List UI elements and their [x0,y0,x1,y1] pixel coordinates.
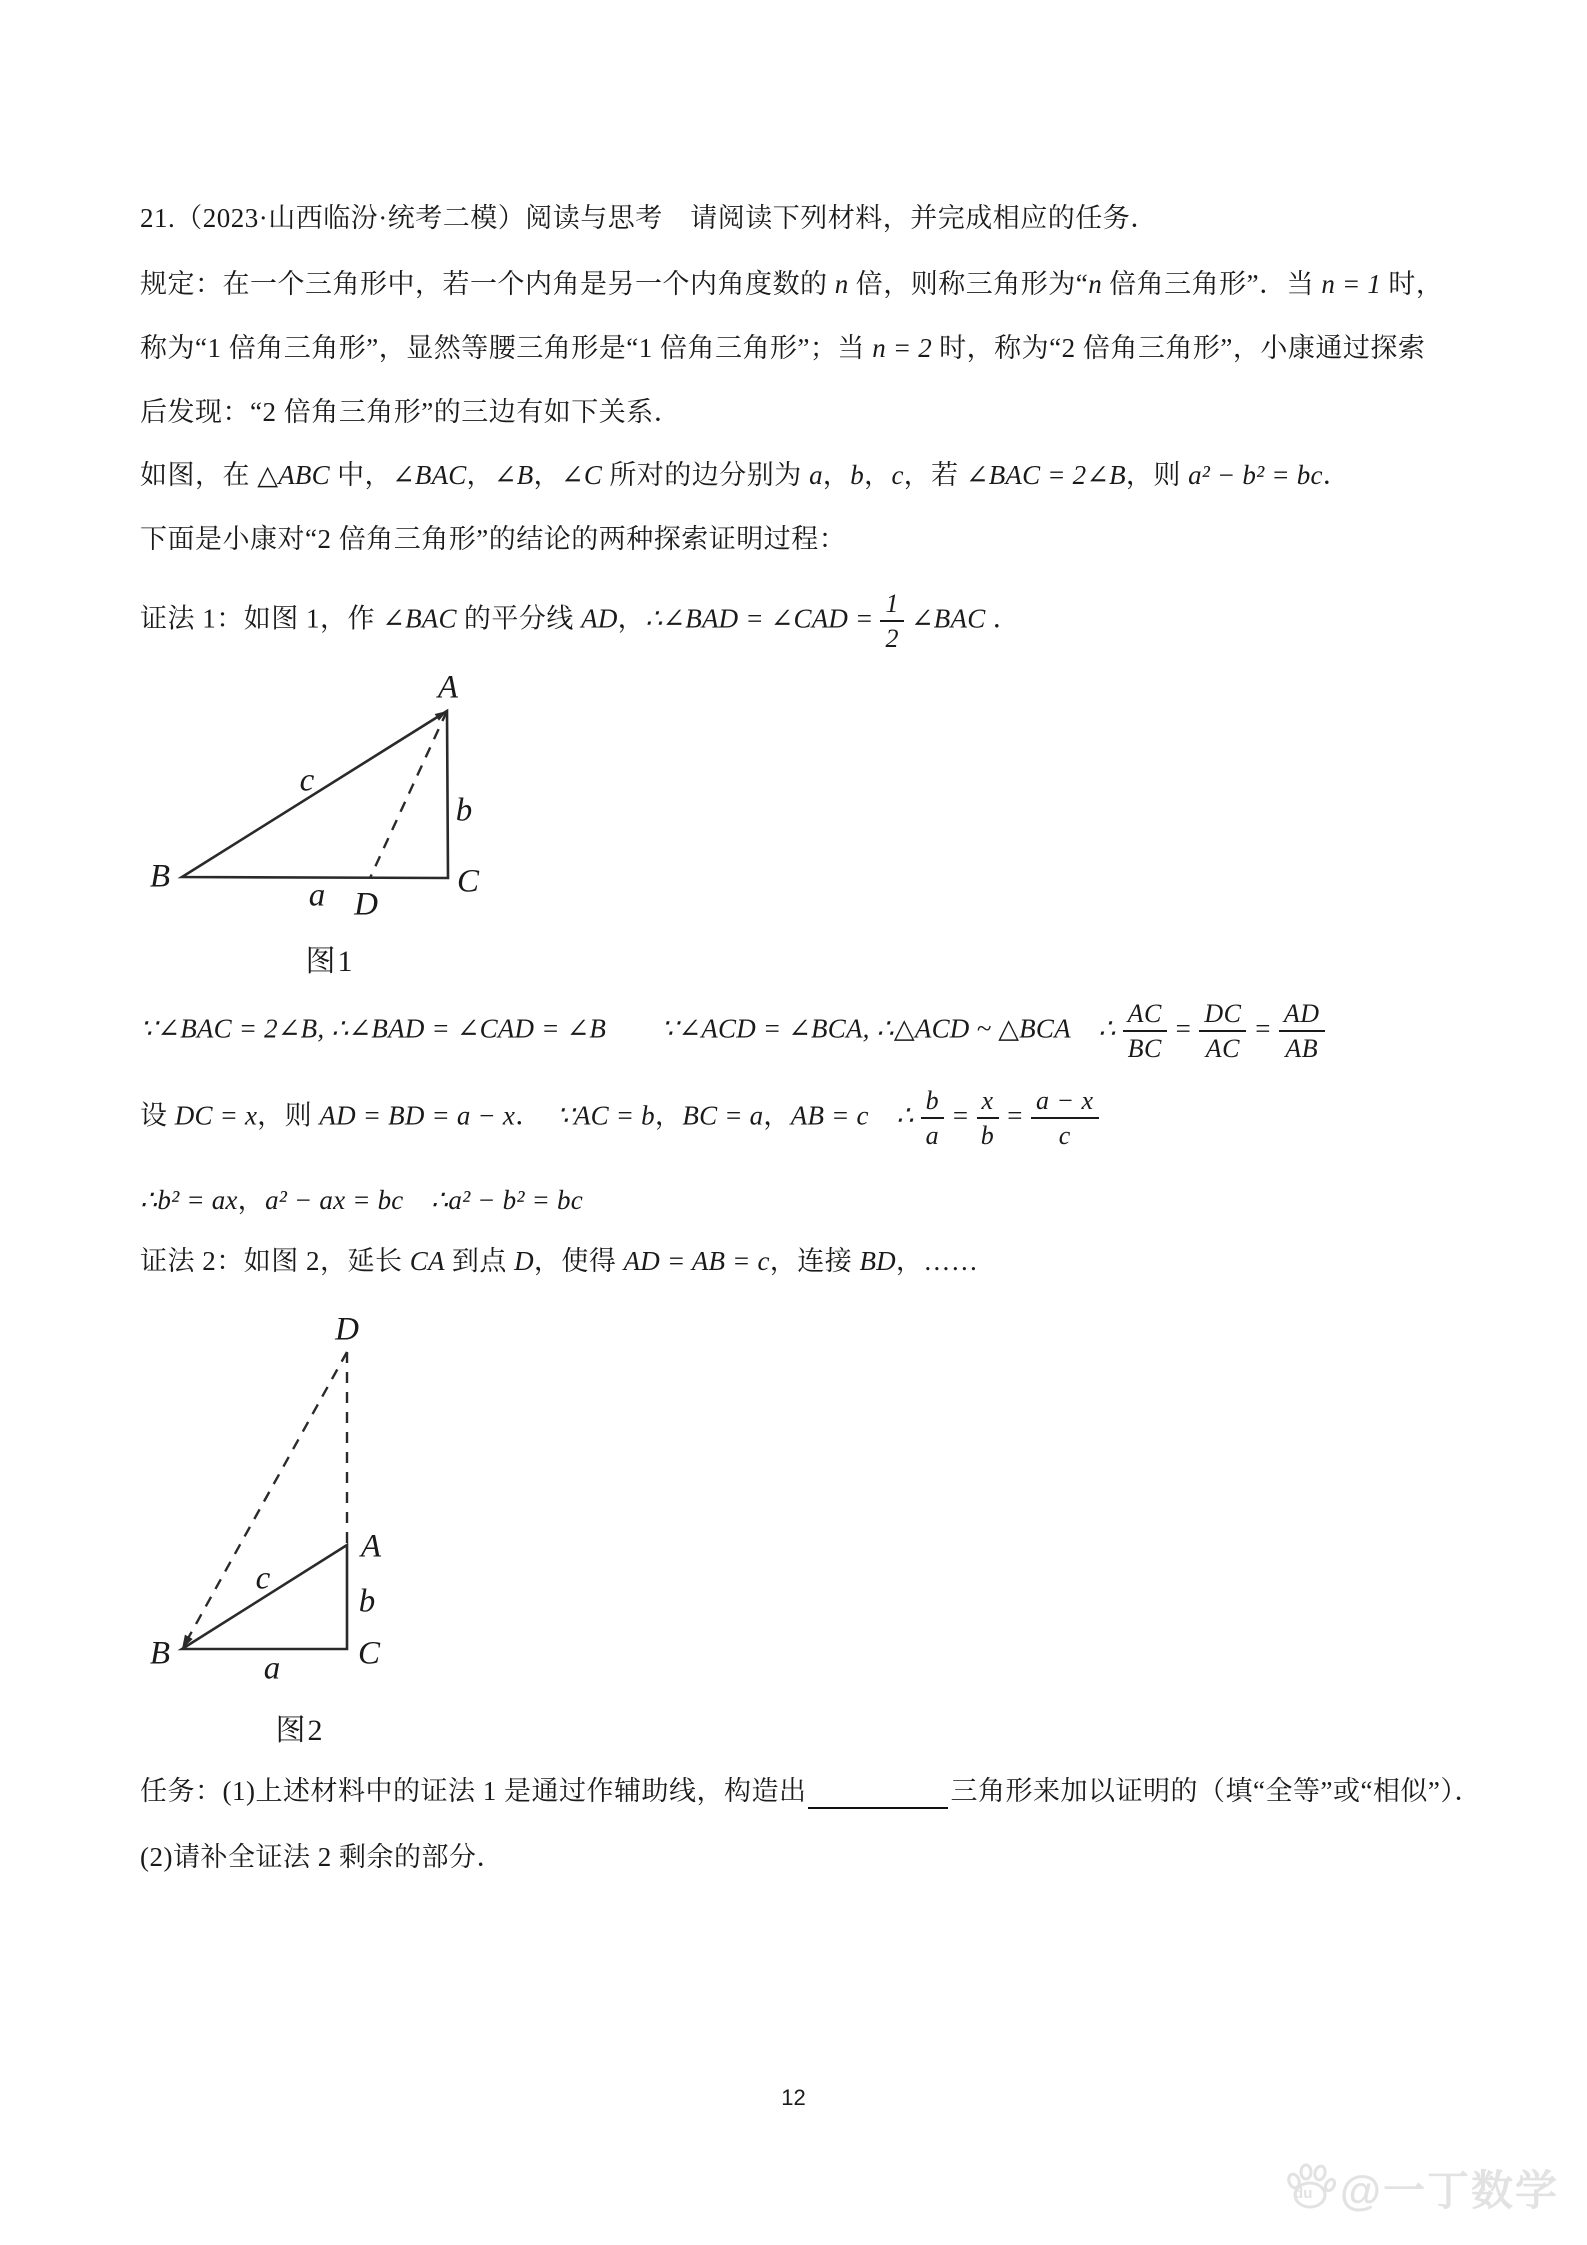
fraction: $\frac{AC}{BC}$ [1123,1000,1167,1063]
problem-heading: 21.（2023·山西临汾·统考二模）阅读与思考 请阅读下列材料，并完成相应的任务． [140,203,1158,233]
proof-intro: 下面是小康对“2 倍角三角形”的结论的两种探索证明过程： [140,524,847,554]
figure-2-caption: 图2 [275,1714,325,1747]
figure-2 [140,1312,540,1752]
side-label-a: a [308,877,326,914]
problem-definition-2: 称为“1 倍角三角形”，显然等腰三角形是“1 倍角三角形”；当 n = 2 时，称为“2 倍角三角形”，小康通过探索 [140,333,1426,363]
side-label-b: b [455,792,473,829]
vertex-label-c: C [456,863,480,900]
side-label-c: c [299,762,315,799]
watermark [1284,2158,1559,2218]
side-label-c: c [255,1560,271,1597]
fill-in-blank-underline [808,1776,948,1809]
vertex-label-a: A [437,669,459,706]
problem-definition-3: 后发现：“2 倍角三角形”的三边有如下关系． [140,397,682,427]
triangle-abc-outline [182,711,448,878]
fraction: $\frac{DC}{AC}$ [1199,1000,1246,1063]
vertex-label-b: B [149,1635,171,1672]
task-1: 任务：(1)上述材料中的证法 1 是通过作辅助线，构造出 三角形来加以证明的（填“全等”或“相似”）． [140,1773,1482,1809]
fraction: $\frac{1}{2}$ [880,590,904,653]
task-2: (2)请补全证法 2 剩余的部分． [140,1842,504,1872]
fraction: $\frac{AD}{AB}$ [1279,1000,1325,1063]
watermark-text: @一丁数学 [1340,2167,1559,2214]
figure-2-drawing [140,1312,540,1682]
fraction: $\frac{x}{b}$ [977,1087,999,1150]
vertex-label-d: D [335,1311,359,1348]
segment-db-dashed [186,1352,347,1642]
figure-1 [140,668,660,1008]
proof1-step-3: ∴b² = ax，a² − ax = bc ∴a² − b² = bc [140,1185,583,1215]
side-label-a: a [263,1650,281,1687]
figure-1-caption: 图1 [305,945,355,978]
vertex-label-d: D [354,886,378,923]
proof2-setup: 证法 2：如图 2，延长 CA 到点 D，使得 AD = AB = c，连接 BD，…… [140,1246,979,1276]
paw-label: du [1294,2185,1313,2202]
page-number: 12 [781,2085,806,2110]
vertex-label-a: A [360,1528,382,1565]
side-label-b: b [358,1583,376,1620]
vertex-label-b: B [149,858,171,895]
vertex-label-c: C [357,1635,381,1672]
problem-definition-1: 规定：在一个三角形中，若一个内角是另一个内角度数的 n 倍，则称三角形为“n 倍角三角形”．当 n = 1 时， [140,269,1444,299]
figure-1-drawing [140,668,660,998]
problem-statement: 如图，在 △ABC 中，∠BAC，∠B，∠C 所对的边分别为 a，b，c，若 ∠BAC = 2∠B，则 a² − b² = bc． [140,460,1351,490]
fraction: $\frac{a - x}{c}$ [1031,1087,1099,1150]
baidu-paw-icon [1284,2163,1336,2213]
proof1-step-1: ∵∠BAC = 2∠B, ∴∠BAD = ∠CAD = ∠B ∵∠ACD = ∠BCA, ∴△ACD ~ △BCA ∴ $\frac{AC}{BC}$ = $\frac{DC}{AC}$ = $\frac{AD}{AB}$ [140,1000,1332,1063]
fraction: $\frac{b}{a}$ [921,1087,945,1150]
proof1-step-2: 设 DC = x，则 AD = BD = a − x． ∵AC = b，BC = a，AB = c ∴ $\frac{b}{a}$ = $\frac{x}{b}$ = $\frac{a - x}{c}$ [140,1087,1106,1150]
proof1-setup: 证法 1：如图 1，作 ∠BAC 的平分线 AD，∴∠BAD = ∠CAD = $\frac{1}{2}$ ∠BAC ． [140,589,1021,654]
